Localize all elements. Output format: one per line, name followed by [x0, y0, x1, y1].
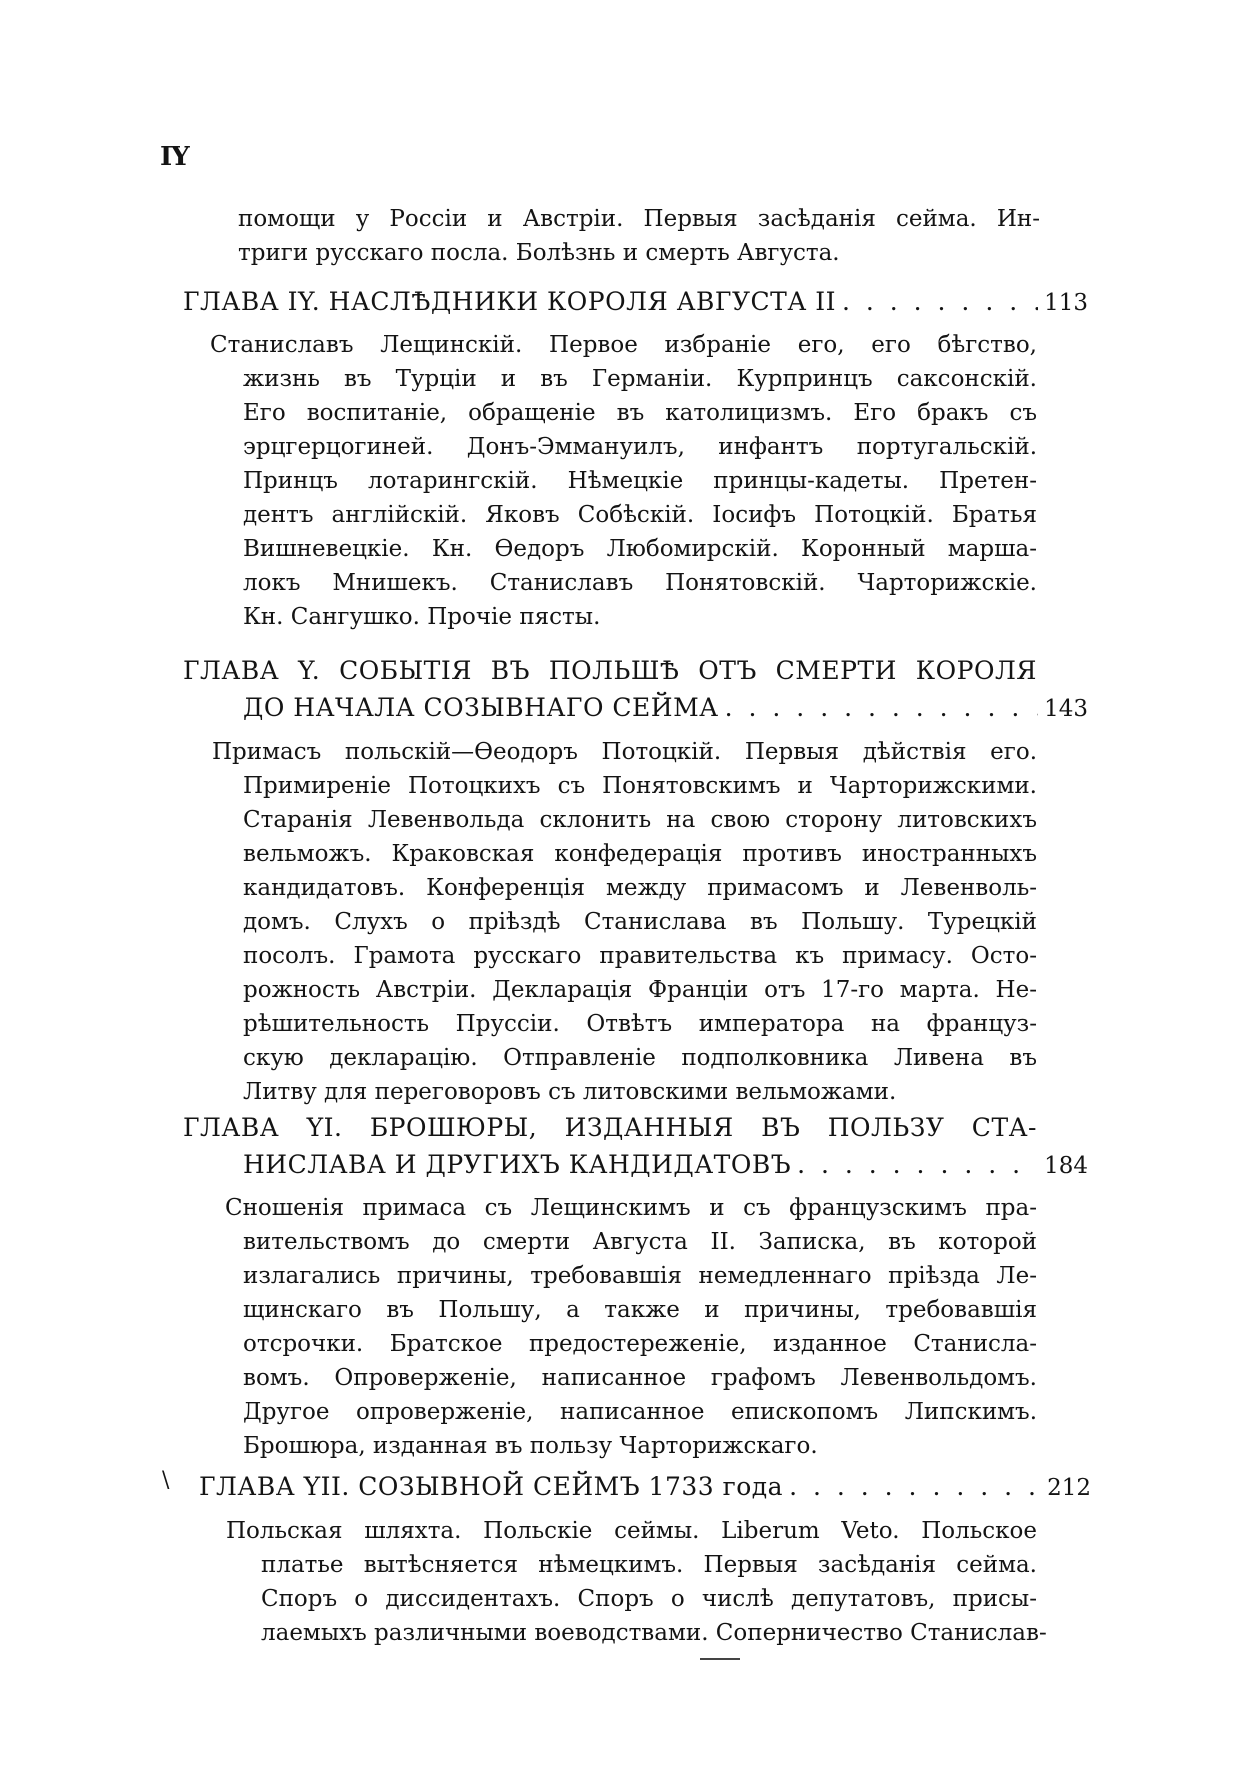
chapter-5-desc-line: рожность Австрiи. Декларацiя Францiи отъ 17-го марта. Не-: [243, 977, 1037, 1003]
chapter-7-desc-line: Споръ о диссидентахъ. Споръ о числѣ депутатовъ, присы-: [261, 1586, 1037, 1612]
chapter-4-desc-line: Принцъ лотарингскiй. Нѣмецкiе принцы-кадеты. Претен-: [243, 468, 1037, 494]
chapter-4-desc-line: Станиславъ Лещинскiй. Первое избранiе его, его бѣгство,: [210, 332, 1037, 358]
chapter-5-desc-line: Примиренiе Потоцкихъ съ Понятовскимъ и Чарторижскими.: [243, 773, 1037, 799]
chapter-5-desc-line: посолъ. Грамота русскаго правительства къ примасу. Осто-: [243, 943, 1037, 969]
page-number: IY: [160, 142, 189, 172]
chapter-7-desc-line: Польская шляхта. Польскiе сеймы. Liberum Veto. Польское: [226, 1518, 1037, 1544]
chapter-5-desc-line: Старанiя Левенвольда склонить на свою сторону литовскихъ: [243, 807, 1037, 833]
chapter-5-desc-line: рѣшительность Пруссiи. Отвѣтъ императора на француз-: [243, 1011, 1037, 1037]
chapter-7-desc-line: платье вытѣсняется нѣмецкимъ. Первыя засѣданiя сейма.: [261, 1552, 1037, 1578]
dot-leader: [797, 1150, 1038, 1180]
chapter-7-desc-line: лаемыхъ различными воеводствами. Соперничество Станислав-: [261, 1620, 1047, 1646]
chapter-5-desc-line: домъ. Слухъ о прiѣздѣ Станислава въ Польшу. Турецкiй: [243, 909, 1037, 935]
chapter-5-desc-line: вельможъ. Краковская конфедерацiя противъ иностранныхъ: [243, 841, 1037, 867]
dot-leader: [789, 1472, 1041, 1502]
chapter-5-desc-line: скую декларацiю. Отправленiе подполковника Ливена въ: [243, 1045, 1037, 1071]
chapter-6-title-line2: НИСЛАВА И ДРУГИХЪ КАНДИДАТОВЪ: [243, 1150, 792, 1179]
chapter-6-title[interactable]: ГЛАВА YI. БРОШЮРЫ, ИЗДАННЫЯ ВЪ ПОЛЬЗУ СТА-: [183, 1113, 1037, 1142]
chapter-4-desc-line: жизнь въ Турцiи и въ Германiи. Курпринцъ саксонскiй.: [243, 366, 1037, 392]
chapter-6-page: 184: [1044, 1153, 1088, 1179]
chapter-4-desc-line: локъ Мнишекъ. Станиславъ Понятовскiй. Чарторижскiе.: [243, 570, 1037, 596]
toc-entry-chapter-4[interactable]: [183, 287, 1088, 318]
toc-entry-chapter-6[interactable]: [243, 1150, 1088, 1181]
toc-entry-chapter-7[interactable]: [199, 1472, 1091, 1503]
chapter-4-desc-line: эрцгерцогиней. Донъ-Эммануилъ, инфантъ португальскiй.: [243, 434, 1037, 460]
toc-entry-chapter-5[interactable]: [243, 693, 1088, 724]
chapter-4-title: ГЛАВА IY. НАСЛѢДНИКИ КОРОЛЯ АВГУСТА II: [183, 287, 836, 316]
bottom-smudge: [700, 1658, 740, 1660]
chapter-5-desc-line: Литву для переговоровъ съ литовскими вельможами.: [243, 1079, 897, 1105]
chapter-5-desc-line: кандидатовъ. Конференцiя между примасомъ и Левенволь-: [243, 875, 1037, 901]
chapter-6-desc-line: щинскаго въ Польшу, а также и причины, требовавшiя: [243, 1297, 1037, 1323]
chapter-5-page: 143: [1044, 696, 1088, 722]
chapter-5-desc-line: Примасъ польскiй—Ѳеодоръ Потоцкiй. Первыя дѣйствiя его.: [212, 739, 1037, 765]
chapter-6-desc-line: излагались причины, требовавшiя немедленнаго прiѣзда Ле-: [243, 1263, 1037, 1289]
chapter-6-desc-line: Сношенiя примаса съ Лещинскимъ и съ французскимъ пра-: [225, 1195, 1037, 1221]
chapter3-desc-line: помощи у Россiи и Австрiи. Первыя засѣданiя сейма. Ин-: [238, 206, 1040, 232]
chapter-4-desc-line: Кн. Сангушко. Прочiе пясты.: [243, 604, 601, 630]
chapter-7-title: ГЛАВА YII. СОЗЫВНОЙ СЕЙМЪ 1733 года: [199, 1472, 784, 1501]
chapter-6-desc-line: отсрочки. Братское предостереженiе, изданное Станисла-: [243, 1331, 1037, 1357]
chapter-6-desc-line: Брошюра, изданная въ пользу Чарторижскаго.: [243, 1433, 818, 1459]
dot-leader: [725, 693, 1038, 723]
chapter3-desc-line: триги русскаго посла. Болѣзнь и смерть Августа.: [238, 240, 840, 266]
chapter-4-page: 113: [1044, 290, 1088, 316]
chapter-6-desc-line: вомъ. Опроверженiе, написанное графомъ Левенвольдомъ.: [243, 1365, 1037, 1391]
chapter-4-desc-line: Вишневецкiе. Кн. Ѳедоръ Любомирскiй. Коронный марша-: [243, 536, 1037, 562]
chapter-4-desc-line: дентъ англiйскiй. Яковъ Собѣскiй. Iосифъ Потоцкiй. Братья: [243, 502, 1037, 528]
chapter-5-title-line2: ДО НАЧАЛА СОЗЫВНАГО СЕЙМА: [243, 693, 719, 722]
chapter-5-title[interactable]: ГЛАВА Y. СОБЫТIЯ ВЪ ПОЛЬШѢ ОТЪ СМЕРТИ КОРОЛЯ: [183, 656, 1037, 685]
dot-leader: [842, 287, 1038, 317]
chapter-6-desc-line: Другое опроверженiе, написанное епископомъ Липскимъ.: [243, 1399, 1037, 1425]
margin-tick-mark: \: [162, 1468, 170, 1493]
chapter-7-page: 212: [1047, 1475, 1091, 1501]
chapter-4-desc-line: Его воспитанiе, обращенiе въ католицизмъ. Его бракъ съ: [243, 400, 1037, 426]
chapter-6-desc-line: вительствомъ до смерти Августа II. Записка, въ которой: [243, 1229, 1037, 1255]
